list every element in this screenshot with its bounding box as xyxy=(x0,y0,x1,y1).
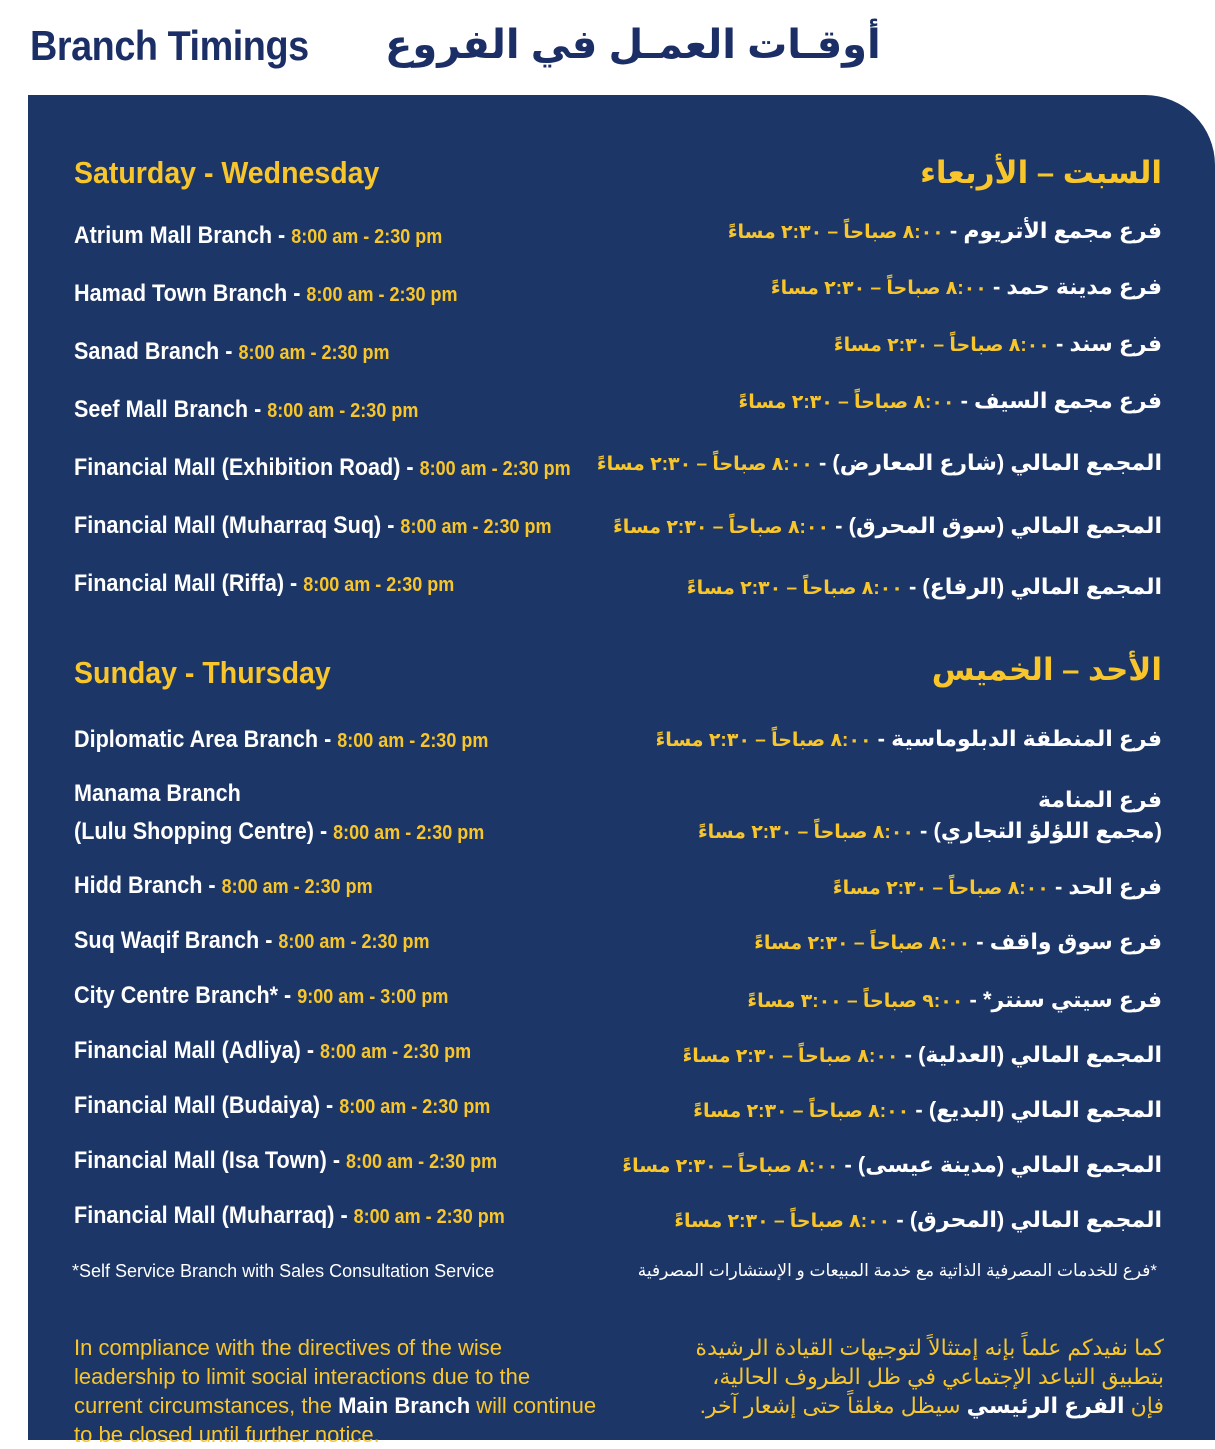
branch-time: 8:00 am - 2:30 pm xyxy=(291,226,443,248)
branch-name-ar: (مجمع اللؤلؤ التجاري) xyxy=(933,818,1162,843)
branch-row-en: Hamad Town Branch - 8:00 am - 2:30 pm xyxy=(74,280,458,307)
branch-name: (Lulu Shopping Centre) xyxy=(74,818,314,845)
branch-row-ar: فرع سيتي سنتر* - ٩:٠٠ صباحاً – ٣:٠٠ مساءً xyxy=(747,987,1162,1012)
branch-row-en: Suq Waqif Branch - 8:00 am - 2:30 pm xyxy=(74,927,430,954)
branch-time: 8:00 am - 2:30 pm xyxy=(419,458,571,480)
main-branch-label: Main Branch xyxy=(338,1393,471,1418)
branch-name-ar: المجمع المالي (شارع المعارض) xyxy=(832,450,1162,475)
branch-time: 8:00 am - 2:30 pm xyxy=(400,516,552,538)
branch-name-ar: المجمع المالي (مدينة عيسى) xyxy=(857,1152,1162,1177)
branch-time-ar: ٨:٠٠ صباحاً – ٢:٣٠ مساءً xyxy=(693,1101,910,1122)
branch-name: Financial Mall (Budaiya) xyxy=(74,1092,321,1119)
branch-name: Atrium Mall Branch xyxy=(74,222,273,249)
branch-time-ar: ٨:٠٠ صباحاً – ٢:٣٠ مساءً xyxy=(674,1211,891,1232)
notice-text-ar: سيظل مغلقاً حتى إشعار آخر. xyxy=(699,1393,967,1418)
branch-time: 9:00 am - 3:00 pm xyxy=(297,986,449,1008)
closure-notice-en xyxy=(74,1333,604,1449)
branch-name-ar: المجمع المالي (العدلية) xyxy=(918,1042,1162,1067)
branch-name: Financial Mall (Muharraq) xyxy=(74,1202,335,1229)
branch-row-en: Financial Mall (Adliya) - 8:00 am - 2:30 pm xyxy=(74,1037,472,1064)
branch-row-en: Hidd Branch - 8:00 am - 2:30 pm xyxy=(74,872,373,899)
branch-row-en: Atrium Mall Branch - 8:00 am - 2:30 pm xyxy=(74,222,443,249)
branch-row-en: (Lulu Shopping Centre) - 8:00 am - 2:30 pm xyxy=(74,818,485,845)
branch-row-en: Financial Mall (Riffa) - 8:00 am - 2:30 pm xyxy=(74,570,455,597)
branch-time: 8:00 am - 2:30 pm xyxy=(346,1151,498,1173)
footnote-ar: *فرع للخدمات المصرفية الذاتية مع خدمة المبيعات و الإستشارات المصرفية xyxy=(637,1261,1157,1280)
branch-row-en: Financial Mall (Isa Town) - 8:00 am - 2:30 pm xyxy=(74,1147,498,1174)
notice-text: In compliance with the directives of the wise leadership to limit social interactions due to the current circumstances, the xyxy=(74,1335,531,1418)
branch-time: 8:00 am - 2:30 pm xyxy=(267,400,419,422)
branch-row-ar: المجمع المالي (شارع المعارض) - ٨:٠٠ صباحاً – ٢:٣٠ مساءً xyxy=(596,450,1162,475)
branch-name: City Centre Branch* xyxy=(74,982,279,1009)
branch-time: 8:00 am - 2:30 pm xyxy=(320,1041,472,1063)
branch-time-ar: ٨:٠٠ صباحاً – ٢:٣٠ مساءً xyxy=(655,730,872,751)
branch-name-ar: فرع مجمع السيف xyxy=(974,388,1162,413)
branch-time-ar: ٨:٠٠ صباحاً – ٢:٣٠ مساءً xyxy=(832,878,1049,899)
branch-time-ar: ٨:٠٠ صباحاً – ٢:٣٠ مساءً xyxy=(697,822,914,843)
branch-row-en: Diplomatic Area Branch - 8:00 am - 2:30 pm xyxy=(74,726,489,753)
branch-name: Financial Mall (Riffa) xyxy=(74,570,285,597)
branch-row-ar: المجمع المالي (مدينة عيسى) - ٨:٠٠ صباحاً – ٢:٣٠ مساءً xyxy=(622,1152,1162,1177)
branch-row-ar: المجمع المالي (العدلية) - ٨:٠٠ صباحاً – ٢:٣٠ مساءً xyxy=(682,1042,1162,1067)
branch-name: Financial Mall (Isa Town) xyxy=(74,1147,327,1174)
branch-time-ar: ٩:٠٠ صباحاً – ٣:٠٠ مساءً xyxy=(747,991,964,1012)
branch-row-ar: المجمع المالي (سوق المحرق) - ٨:٠٠ صباحاً – ٢:٣٠ مساءً xyxy=(613,513,1162,538)
branch-name-ar: فرع الحد xyxy=(1068,874,1162,899)
branch-name: Financial Mall (Muharraq Suq) xyxy=(74,512,382,539)
branch-name-ar: المجمع المالي (البديع) xyxy=(928,1097,1162,1122)
branch-time: 8:00 am - 2:30 pm xyxy=(221,876,373,898)
branch-time: 8:00 am - 2:30 pm xyxy=(333,822,485,844)
main-branch-label-ar: الفرع الرئيسي xyxy=(966,1393,1125,1418)
branch-name-ar-line1: فرع المنامة xyxy=(1038,787,1162,812)
notice-text-ar: كما نفيدكم علماً بإنه إمتثالاً لتوجيهات القيادة الرشيدة بتطبيق التباعد الإجتماعي في ظل الظروف الحالية، فإن xyxy=(695,1335,1164,1418)
branch-time: 8:00 am - 2:30 pm xyxy=(303,574,455,596)
branch-time-ar: ٨:٠٠ صباحاً – ٢:٣٠ مساءً xyxy=(727,222,944,243)
page-title-en: Branch Timings xyxy=(30,22,309,69)
branch-name: Seef Mall Branch xyxy=(74,396,249,423)
branch-time-ar: ٨:٠٠ صباحاً – ٢:٣٠ مساءً xyxy=(754,933,971,954)
branch-row-en: Seef Mall Branch - 8:00 am - 2:30 pm xyxy=(74,396,419,423)
branch-row-en: Financial Mall (Exhibition Road) - 8:00 am - 2:30 pm xyxy=(74,454,571,481)
branch-row-ar: المجمع المالي (المحرق) - ٨:٠٠ صباحاً – ٢:٣٠ مساءً xyxy=(674,1207,1162,1232)
branch-name-ar: فرع سوق واقف xyxy=(989,929,1162,954)
header xyxy=(0,0,1215,95)
branch-row-ar: فرع سوق واقف - ٨:٠٠ صباحاً – ٢:٣٠ مساءً xyxy=(754,929,1162,954)
branch-row-ar: (مجمع اللؤلؤ التجاري) - ٨:٠٠ صباحاً – ٢:٣٠ مساءً xyxy=(697,818,1162,843)
branch-row-ar: المجمع المالي (البديع) - ٨:٠٠ صباحاً – ٢:٣٠ مساءً xyxy=(693,1097,1162,1122)
branch-name: Financial Mall (Adliya) xyxy=(74,1037,301,1064)
branch-name-ar: المجمع المالي (الرفاع) xyxy=(922,574,1162,599)
branch-row-ar: فرع مدينة حمد - ٨:٠٠ صباحاً – ٢:٣٠ مساءً xyxy=(770,274,1162,299)
branch-name-ar: فرع سند xyxy=(1069,331,1162,356)
branch-time-ar: ٨:٠٠ صباحاً – ٢:٣٠ مساءً xyxy=(833,335,1050,356)
branch-name-ar: فرع المنطقة الدبلوماسية xyxy=(891,726,1162,751)
branch-name: Sanad Branch xyxy=(74,338,220,365)
page-title-ar: أوقـات العمـل في الفروع xyxy=(385,23,881,67)
branch-name: Hamad Town Branch xyxy=(74,280,288,307)
footnote-en: *Self Service Branch with Sales Consultation Service xyxy=(72,1261,495,1281)
branch-name: Financial Mall (Exhibition Road) xyxy=(74,454,401,481)
branch-name-ar: فرع مدينة حمد xyxy=(1006,274,1162,299)
branch-row-ar: المجمع المالي (الرفاع) - ٨:٠٠ صباحاً – ٢:٣٠ مساءً xyxy=(686,574,1162,599)
branch-time-ar: ٨:٠٠ صباحاً – ٢:٣٠ مساءً xyxy=(686,578,903,599)
branch-time: 8:00 am - 2:30 pm xyxy=(306,284,458,306)
branch-time-ar: ٨:٠٠ صباحاً – ٢:٣٠ مساءً xyxy=(622,1156,839,1177)
branch-time: 8:00 am - 2:30 pm xyxy=(278,931,430,953)
branch-row-en: City Centre Branch* - 9:00 am - 3:00 pm xyxy=(74,982,449,1009)
branch-time-ar: ٨:٠٠ صباحاً – ٢:٣٠ مساءً xyxy=(738,392,955,413)
section-heading-ar: السبت – الأربعاء xyxy=(920,155,1162,190)
branch-row-en: Financial Mall (Muharraq Suq) - 8:00 am - 2:30 pm xyxy=(74,512,552,539)
section-heading-ar: الأحد – الخميس xyxy=(931,652,1162,687)
branch-name-en-line1: Manama Branch xyxy=(74,780,241,807)
branch-row-ar: فرع الحد - ٨:٠٠ صباحاً – ٢:٣٠ مساءً xyxy=(832,874,1162,899)
branch-time-ar: ٨:٠٠ صباحاً – ٢:٣٠ مساءً xyxy=(613,517,830,538)
branch-time: 8:00 am - 2:30 pm xyxy=(353,1206,505,1228)
branch-name-ar: المجمع المالي (سوق المحرق) xyxy=(848,513,1162,538)
section-heading-en: Sunday - Thursday xyxy=(74,655,331,690)
branch-row-ar: فرع سند - ٨:٠٠ صباحاً – ٢:٣٠ مساءً xyxy=(833,331,1162,356)
section-heading-en: Saturday - Wednesday xyxy=(74,155,380,190)
closure-notice-ar xyxy=(684,1333,1164,1420)
branch-name: Suq Waqif Branch xyxy=(74,927,260,954)
branch-row-en: Financial Mall (Budaiya) - 8:00 am - 2:30 pm xyxy=(74,1092,491,1119)
branch-name-ar: المجمع المالي (المحرق) xyxy=(909,1207,1162,1232)
branch-row-ar: فرع مجمع الأتريوم - ٨:٠٠ صباحاً – ٢:٣٠ مساءً xyxy=(727,218,1162,243)
branch-time: 8:00 am - 2:30 pm xyxy=(337,730,489,752)
branch-time-ar: ٨:٠٠ صباحاً – ٢:٣٠ مساءً xyxy=(682,1046,899,1067)
branch-row-ar: فرع المنطقة الدبلوماسية - ٨:٠٠ صباحاً – ٢:٣٠ مساءً xyxy=(655,726,1162,751)
notice-text: will continue to be closed until further notice. xyxy=(74,1393,597,1447)
branch-time: 8:00 am - 2:30 pm xyxy=(238,342,390,364)
branch-time-ar: ٨:٠٠ صباحاً – ٢:٣٠ مساءً xyxy=(596,454,813,475)
branch-row-en: Sanad Branch - 8:00 am - 2:30 pm xyxy=(74,338,390,365)
branch-row-ar: فرع مجمع السيف - ٨:٠٠ صباحاً – ٢:٣٠ مساءً xyxy=(738,388,1162,413)
branch-name: Diplomatic Area Branch xyxy=(74,726,319,753)
branch-name-ar: فرع سيتي سنتر* xyxy=(982,987,1162,1012)
branch-time: 8:00 am - 2:30 pm xyxy=(339,1096,491,1118)
branch-name: Hidd Branch xyxy=(74,872,203,899)
branch-row-en: Financial Mall (Muharraq) - 8:00 am - 2:30 pm xyxy=(74,1202,505,1229)
branch-time-ar: ٨:٠٠ صباحاً – ٢:٣٠ مساءً xyxy=(770,278,987,299)
branch-name-ar: فرع مجمع الأتريوم xyxy=(963,218,1162,243)
